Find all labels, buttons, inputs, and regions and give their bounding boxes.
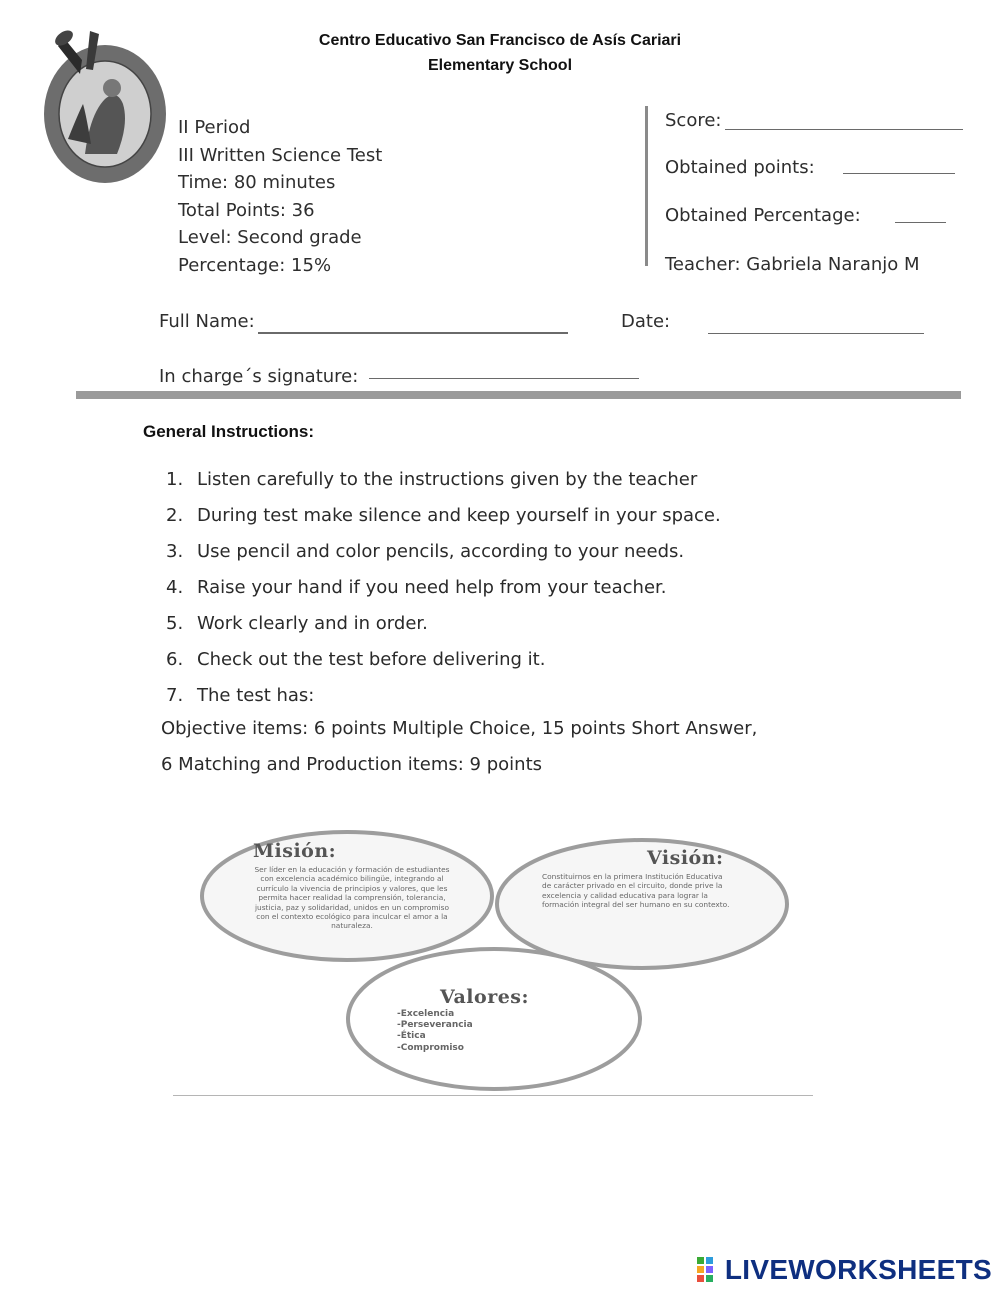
score-label: Score: [665,110,722,131]
instruction-text: Check out the test before delivering it. [197,649,546,670]
header-divider [76,391,961,399]
instruction-item [166,682,721,718]
obtained-points-field[interactable] [843,173,955,174]
school-name: Centro Educativo San Francisco de Asís Cariari [318,32,682,49]
instruction-number: 2. [166,505,184,526]
instruction-number: 1. [166,469,184,490]
instruction-item [166,610,721,646]
liveworksheets-logo [697,1254,992,1286]
instruction-number: 6. [166,649,184,670]
instruction-number: 4. [166,577,184,598]
instruction-text: Listen carefully to the instructions given by the teacher [197,469,698,490]
school-level: Elementary School [427,57,573,74]
mision-title: Misión: [253,840,337,862]
instruction-text: During test make silence and keep yourself in your space. [197,505,721,526]
instructions-heading: General Instructions: [143,422,314,441]
teacher-label: Teacher: Gabriela Naranjo M [665,254,920,275]
valores-item: -Compromiso [397,1042,464,1053]
liveworksheets-mark-icon [697,1257,723,1283]
valores-item: -Excelencia [397,1009,455,1019]
valores-list [397,1009,473,1054]
valores-item: -Perseverancia [397,1020,473,1031]
points-breakdown-line-1: Objective items: 6 points Multiple Choice, 15 points Short Answer, [161,718,758,739]
signature-label: In charge´s signature: [159,366,359,387]
test-info-level: Level: Second grade [178,227,362,249]
mision-text: Ser líder en la educación y formación de estudiantes con excelencia académico bilingüe, integrando al currículo la vivencia de principios y valores, que les permita hacer realidad la comprensión, tolerancia, justicia, paz y solidaridad, unidos en un compromiso con el contexto ecológico para inculcar el amor a la naturaleza. [254,865,450,931]
score-box-divider [645,106,648,266]
test-info-total-points: Total Points: 36 [178,199,315,221]
date-field[interactable] [708,333,924,334]
instruction-text: Raise your hand if you need help from your teacher. [197,577,667,598]
instruction-item [166,502,721,538]
score-field[interactable] [725,129,963,130]
instructions-list [166,466,721,718]
vision-title: Visión: [647,847,724,869]
liveworksheets-wordmark: LIVEWORKSHEETS [724,1254,992,1285]
obtained-percentage-label: Obtained Percentage: [665,205,861,226]
test-info-percentage: Percentage: 15% [178,254,332,276]
full-name-label: Full Name: [159,311,255,332]
test-info-period: II Period [178,117,251,138]
test-info-block [178,114,382,280]
instruction-item [166,574,721,610]
instruction-item [166,646,721,682]
instruction-number: 7. [166,685,184,706]
valores-title: Valores: [440,986,530,1008]
vision-text: Constituirnos en la primera Institución Educativa de carácter privado en el circuito, donde prive la excelencia y calidad educativa para lograr la formación integral del ser humano en su contexto. [542,872,730,910]
points-breakdown-line-2: 6 Matching and Production items: 9 points [161,754,543,775]
obtained-points-label: Obtained points: [665,157,815,178]
signature-field[interactable] [369,378,639,379]
full-name-field[interactable] [258,332,568,334]
instruction-text: Use pencil and color pencils, according to your needs. [197,541,685,562]
valores-item: -Ética [397,1031,426,1042]
date-label: Date: [621,311,671,332]
instruction-item [166,466,721,502]
instruction-number: 3. [166,541,184,562]
instruction-text: The test has: [197,685,315,706]
footer-divider [173,1095,813,1096]
instruction-number: 5. [166,613,184,634]
mission-vision-values-graphic [195,820,800,1095]
test-info-time: Time: 80 minutes [178,172,336,194]
instruction-item [166,538,721,574]
instruction-text: Work clearly and in order. [197,613,428,634]
obtained-percentage-field[interactable] [895,222,946,223]
test-info-test-name: III Written Science Test [178,144,383,166]
